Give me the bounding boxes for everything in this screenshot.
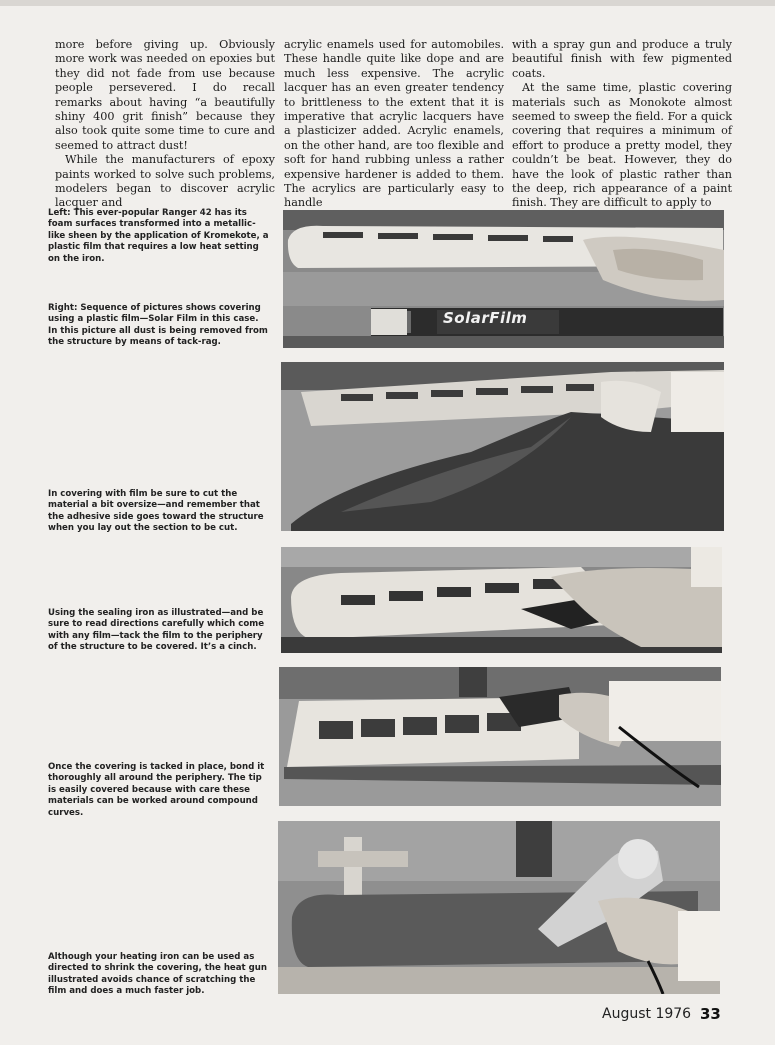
- photo-heat-gun: [278, 821, 720, 994]
- caption-sealing-iron: Using the sealing iron as illustrated—and be sure to read directions carefully which come with any film—tack the film to the periphery of the structure to be covered. It’s a cinch.: [48, 608, 265, 653]
- photo-bond-periphery: [279, 667, 721, 806]
- page-edge: [0, 0, 775, 6]
- page-number: 33: [700, 1005, 721, 1023]
- caption-solar-film-sequence: Right: Sequence of pictures shows covering using a plastic film—Solar Film in this case. In this picture all dust is being removed from the structure by means of tack-rag.: [48, 303, 268, 348]
- caption-bond-periphery: Once the covering is tacked in place, bond it thoroughly all around the periphery. The tip is easily covered because with care these materials can be worked around compound curves.: [48, 762, 265, 818]
- article-column-3: [512, 38, 732, 211]
- paragraph: with a spray gun and produce a truly beautiful finish with few pigmented coats.: [512, 38, 732, 80]
- caption-heat-gun: Although your heating iron can be used as directed to shrink the covering, the heat gun illustrated avoids chance of scratching the film and does a much faster job.: [48, 952, 268, 997]
- paragraph: more before giving up. Obviously more work was needed on epoxies but they did not fade from use because people persevered. I do recall remarks about having “a beautifully shiny 400 grit finish” because they also took quite some time to cure and seemed to attract dust!: [55, 38, 275, 152]
- paragraph: acrylic enamels used for automobiles. These handle quite like dope and are much less expensive. The acrylic lacquer has an even greater tendency to brittleness to the extent that it is imperative that acrylic lacquers have a plasticizer added. Acrylic enamels, on the other hand, are too flexible and soft for hand rubbing unless a rather expensive hardener is added to them. The acrylics are particularly easy to handle: [284, 38, 504, 210]
- photo-cut-film: [281, 362, 724, 531]
- paragraph: While the manufacturers of epoxy paints worked to solve such problems, modelers began to discover acrylic lacquer and: [55, 153, 275, 210]
- solarfilm-label: SolarFilm: [443, 309, 528, 327]
- caption-ranger-42: Left: This ever-popular Ranger 42 has its foam surfaces transformed into a metallic-like sheen by the application of Kromekote, a plastic film that requires a low heat setting on the iron.: [48, 208, 269, 264]
- photo-sealing-iron: [281, 547, 722, 653]
- paragraph: At the same time, plastic covering materials such as Monokote almost seemed to sweep the field. For a quick covering that requires a minimum of effort to produce a pretty model, they couldn’t be beat. However, they do have the look of plastic rather than the deep, rich appearance of a paint finish. They are difficult to apply to: [512, 81, 732, 210]
- article-column-2: [284, 38, 504, 211]
- article-column-1: [55, 38, 275, 211]
- issue-date: August 1976: [602, 1006, 692, 1022]
- caption-cut-oversize: In covering with film be sure to cut the material a bit oversize—and remember that the adhesive side goes toward the structure when you lay out the section to be cut.: [48, 489, 264, 534]
- photo-wing-tack-rag: [283, 210, 724, 348]
